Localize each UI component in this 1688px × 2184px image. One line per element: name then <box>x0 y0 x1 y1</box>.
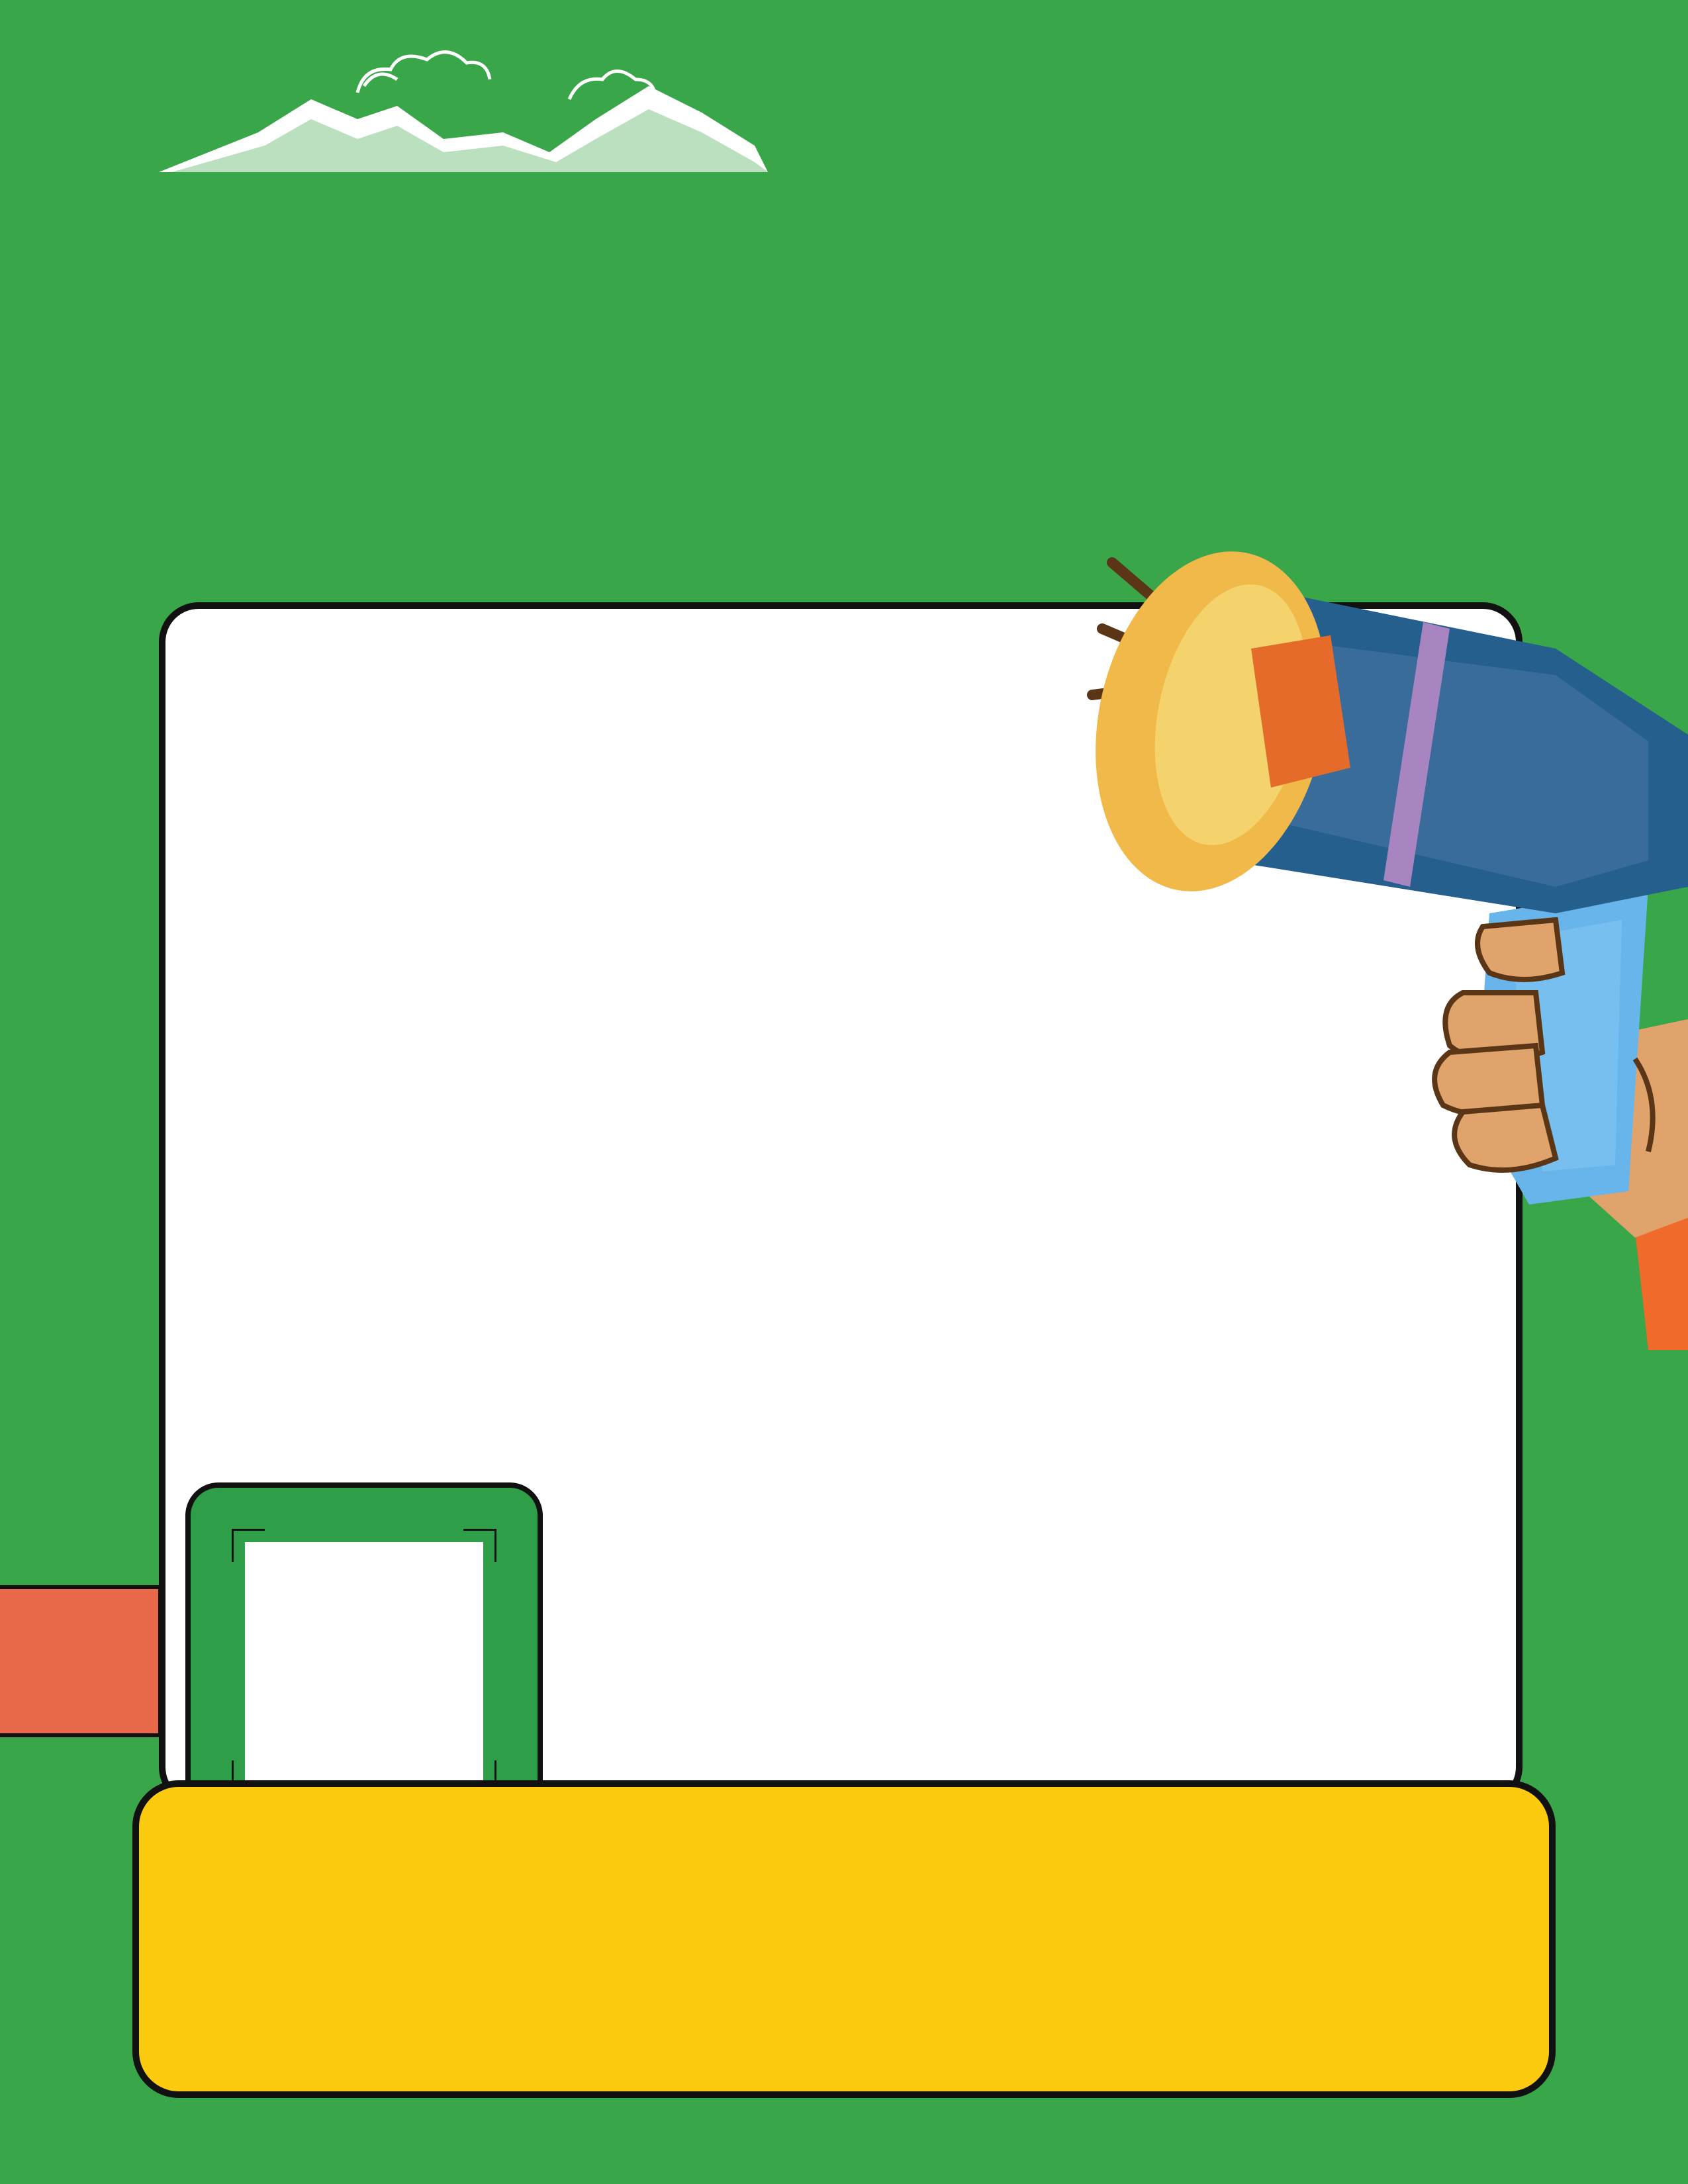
compensation-title <box>132 1807 1556 1843</box>
qr-code[interactable] <box>245 1542 483 1780</box>
town-logo <box>46 40 801 278</box>
qr-code-icon[interactable] <box>245 1542 483 1780</box>
scan-me-tag <box>0 1585 162 1737</box>
mountain-clouds-icon <box>159 40 768 185</box>
megaphone-icon <box>1053 516 1688 1377</box>
